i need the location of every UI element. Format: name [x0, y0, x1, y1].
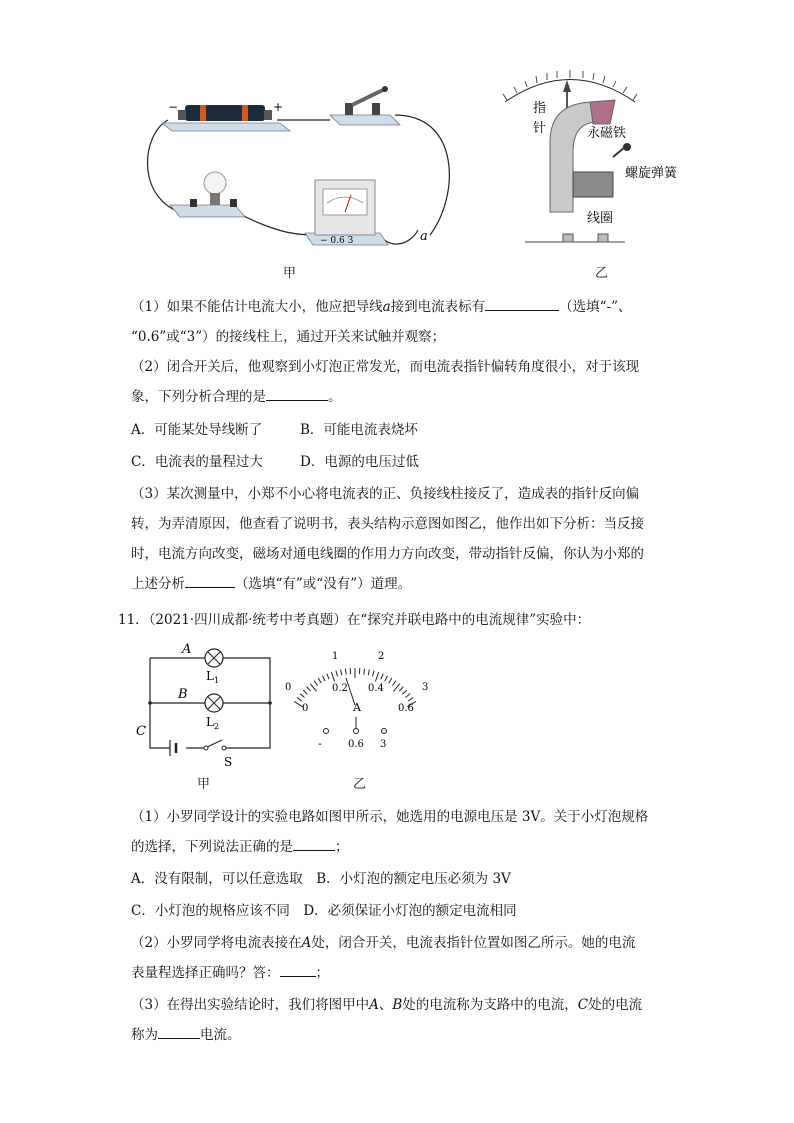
scale-0-2: 0.2: [332, 683, 348, 694]
dial-tick: [327, 674, 329, 680]
answer-blank[interactable]: [266, 386, 328, 401]
magnet-label: 永磁铁: [587, 126, 627, 141]
dial-tick: [310, 684, 316, 692]
scale-top-1: 1: [332, 651, 339, 662]
q10-option-b: B．可能电流表烧坏: [300, 422, 418, 438]
spring-label: 螺旋弹簧: [625, 166, 678, 181]
battery: [162, 100, 290, 131]
scale-top-0: 0: [285, 682, 292, 693]
ammeter-terminals: − 0.6 3: [320, 236, 354, 246]
q10-part3-line4: 上述分析 （选填“有”或“没有”）道理。: [131, 572, 411, 592]
dial-tick: [341, 669, 342, 675]
minus-label: −: [168, 100, 179, 114]
dial-tick: [368, 669, 369, 675]
answer-blank[interactable]: [293, 836, 335, 851]
answer-blank[interactable]: [280, 962, 316, 977]
l2-label: L: [206, 715, 214, 729]
ammeter-symbol: A: [353, 701, 361, 714]
dial-tick: [314, 681, 317, 686]
l1-subscript: 1: [214, 676, 220, 685]
answer-blank[interactable]: [185, 573, 235, 588]
q10-part1-line2: “0.6”或“3”）的接线柱上，通过开关来试触并观察；: [131, 329, 446, 345]
dial-tick: [399, 687, 403, 691]
dial-tick: [392, 681, 395, 686]
terminal-3: 3: [380, 739, 387, 750]
dial-tick: [318, 678, 321, 683]
figure-circuit-photo: [130, 85, 450, 270]
scale-0-4: 0.4: [368, 683, 384, 694]
dial-tick: [307, 687, 311, 691]
figure-ammeter-dial: [280, 645, 440, 755]
answer-blank[interactable]: [158, 1024, 200, 1039]
dial-tick: [331, 672, 334, 681]
scale-0: 0: [302, 703, 309, 714]
ammeter: [305, 180, 388, 246]
switch-s-label: S: [224, 755, 233, 769]
terminal-minus: -: [318, 737, 322, 750]
bulb: [170, 172, 245, 217]
dial-tick: [336, 671, 338, 677]
dial-tick: [297, 697, 302, 701]
figure-3-caption: 甲: [197, 777, 211, 792]
q11-part3-line2: 称为 电流。: [131, 1023, 241, 1043]
figure-meter-structure: [495, 62, 695, 252]
dial-tick: [394, 684, 400, 692]
terminal-0-6: 0.6: [348, 739, 364, 750]
figure-4-caption: 乙: [353, 777, 367, 792]
q10-option-d: D．电源的电压过低: [300, 454, 419, 470]
dial-tick: [372, 671, 374, 677]
point-c-label: C: [136, 724, 146, 739]
point-a-label: A: [182, 642, 192, 657]
figure-2-caption: 乙: [595, 266, 609, 281]
q11-part1-line2: 的选择，下列说法正确的是 ；: [131, 835, 349, 855]
dial-tick: [345, 669, 346, 675]
q11-part2-line1: （2）小罗同学将电流表接在A处，闭合开关，电流表指针位置如图乙所示。她的电流: [131, 935, 636, 951]
l1-label: L: [206, 669, 214, 683]
dial-tick: [364, 669, 365, 675]
dial-tick: [403, 690, 407, 694]
coil-label: 线圈: [587, 211, 614, 226]
dial-tick: [405, 694, 410, 698]
dial-tick: [322, 676, 325, 681]
q10-part3-line2: 转，为弄清原因，他查看了说明书，表头结构示意图如图乙，他作出如下分析：当反接: [131, 516, 644, 532]
dial-tick: [389, 678, 392, 683]
q11-part1-line1: （1）小罗同学设计的实验电路如图甲所示，她选用的电源电压是 3V。关于小灯泡规格: [131, 809, 649, 825]
dial-tick: [381, 674, 383, 680]
q10-part3-line3: 时，电流方向改变，磁场对通电线圈的作用力方向改变，带动指针反偏，你认为小郑的: [131, 546, 644, 562]
q11-part2-line2: 表量程选择正确吗？答： ；: [131, 961, 329, 981]
point-b-label: B: [178, 687, 188, 702]
plus-label: +: [273, 100, 284, 114]
scale-0-6: 0.6: [398, 703, 414, 714]
dial-tick: [300, 694, 305, 698]
dial-tick: [303, 690, 307, 694]
figure-1-caption: 甲: [283, 266, 297, 281]
q11-options-cd: C．小灯泡的规格应该不同 D．必须保证小灯泡的额定电流相同: [131, 903, 517, 919]
scale-top-2: 2: [378, 651, 385, 662]
figure-parallel-circuit: [130, 640, 280, 775]
q10-option-c: C．电流表的量程过大: [131, 454, 263, 470]
q10-part2-line2: 象，下列分析合理的是 。: [131, 385, 342, 405]
q10-option-a: A．可能某处导线断了: [131, 422, 263, 438]
q10-part3-line1: （3）某次测量中，小郑不小心将电流表的正、负接线柱接反了，造成表的指针反向偏: [131, 486, 640, 502]
dial-tick: [408, 697, 413, 701]
pointer-label-2: 针: [533, 121, 547, 136]
q11-header: 11．（2021·四川成都·统考中考真题）在“探究并联电路中的电流规律”实验中：: [118, 612, 591, 628]
dial-tick: [385, 676, 388, 681]
dial-tick: [375, 672, 378, 681]
pointer-label-1: 指: [533, 101, 547, 116]
q10-part2-line1: （2）闭合开关后，他观察到小灯泡正常发光，而电流表指针偏转角度很小，对于该现: [131, 359, 640, 375]
switch: [330, 86, 400, 125]
answer-blank[interactable]: [485, 296, 559, 311]
q11-options-ab: A．没有限制，可以任意选取 B．小灯泡的额定电压必须为 3V: [131, 871, 511, 887]
l2-subscript: 2: [214, 722, 220, 731]
scale-top-3: 3: [422, 682, 429, 693]
q10-part1-line1: （1）如果不能估计电流大小，他应把导线a接到电流表标有 （选填“-”、: [131, 295, 632, 315]
q11-part3-line1: （3）在得出实验结论时，我们将图甲中A、B处的电流称为支路中的电流，C处的电流: [131, 997, 643, 1013]
wire-a-label: a: [420, 229, 428, 244]
